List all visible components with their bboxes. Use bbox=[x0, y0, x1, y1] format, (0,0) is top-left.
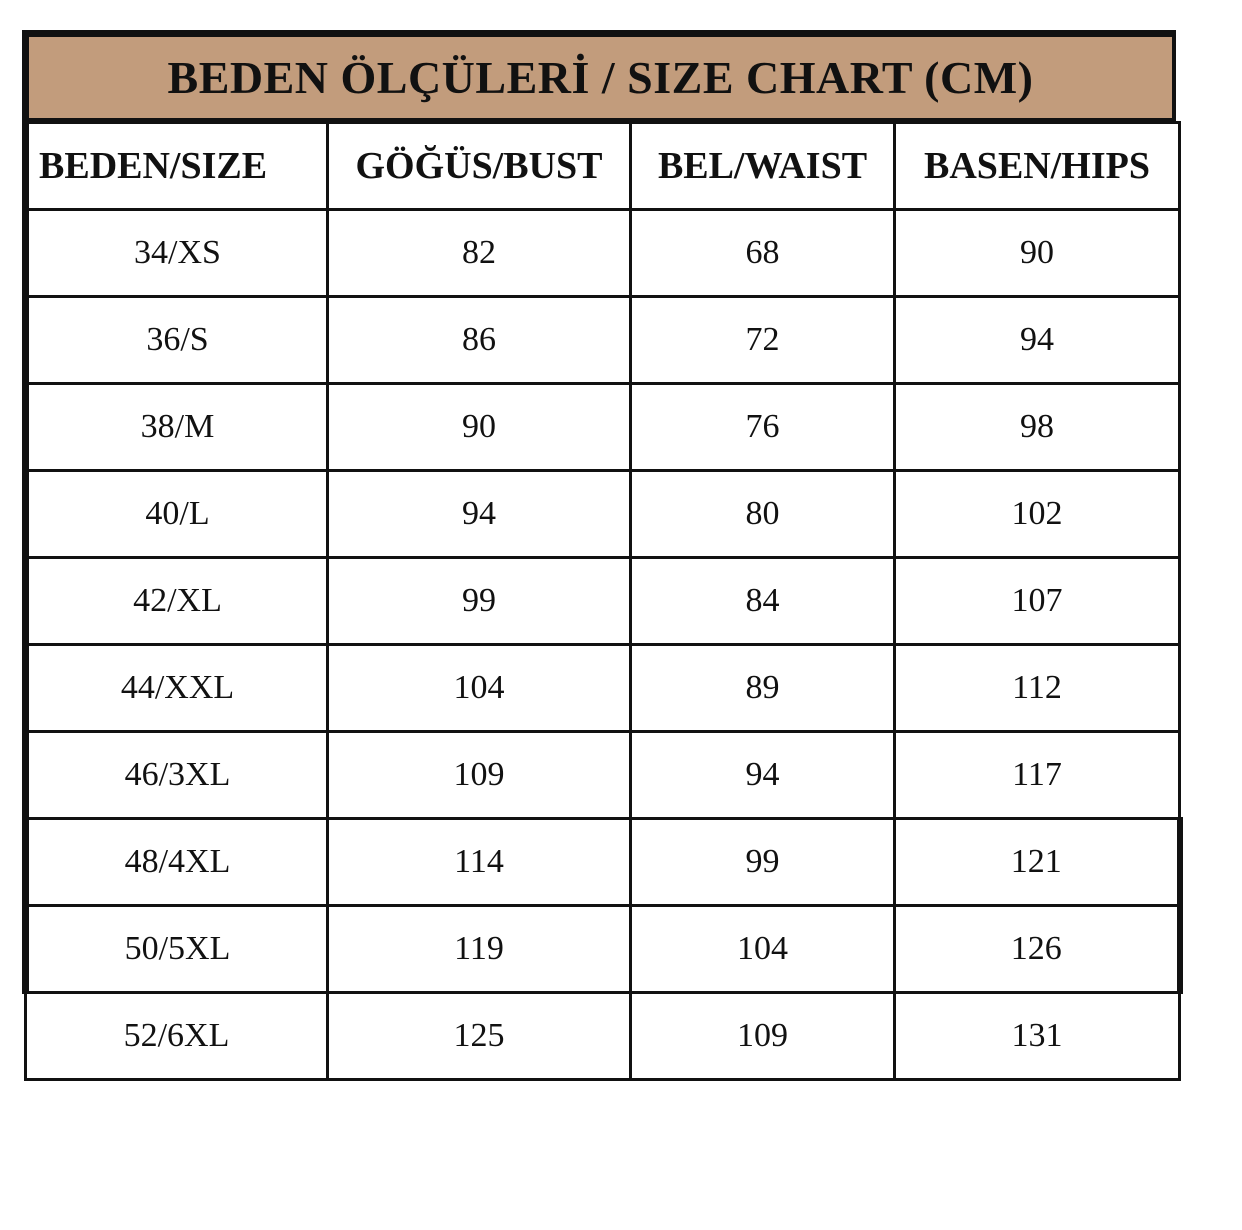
hips-cell: 121 bbox=[895, 819, 1180, 906]
bust-cell: 94 bbox=[328, 471, 631, 558]
column-header-size: BEDEN/SIZE bbox=[26, 123, 328, 210]
hips-cell: 90 bbox=[895, 210, 1180, 297]
table-row bbox=[26, 384, 1180, 471]
bust-cell: 125 bbox=[328, 993, 631, 1080]
size-cell: 48/4XL bbox=[26, 819, 328, 906]
size-cell: 46/3XL bbox=[26, 732, 328, 819]
hips-cell: 131 bbox=[895, 993, 1180, 1080]
waist-cell: 68 bbox=[631, 210, 895, 297]
bust-cell: 90 bbox=[328, 384, 631, 471]
bust-cell: 99 bbox=[328, 558, 631, 645]
hips-cell: 102 bbox=[895, 471, 1180, 558]
table-row bbox=[26, 906, 1180, 993]
table-row bbox=[26, 471, 1180, 558]
hips-cell: 126 bbox=[895, 906, 1180, 993]
waist-cell: 109 bbox=[631, 993, 895, 1080]
size-cell: 38/M bbox=[26, 384, 328, 471]
bust-cell: 82 bbox=[328, 210, 631, 297]
size-cell: 34/XS bbox=[26, 210, 328, 297]
bust-cell: 109 bbox=[328, 732, 631, 819]
hips-cell: 112 bbox=[895, 645, 1180, 732]
table-row bbox=[26, 210, 1180, 297]
table-row bbox=[26, 645, 1180, 732]
table-row bbox=[26, 297, 1180, 384]
waist-cell: 99 bbox=[631, 819, 895, 906]
waist-cell: 89 bbox=[631, 645, 895, 732]
chart-title: BEDEN ÖLÇÜLERİ / SIZE CHART (CM) bbox=[22, 30, 1176, 121]
size-cell: 36/S bbox=[26, 297, 328, 384]
table-row bbox=[26, 993, 1180, 1080]
waist-cell: 76 bbox=[631, 384, 895, 471]
table-row bbox=[26, 819, 1180, 906]
table-row bbox=[26, 732, 1180, 819]
bust-cell: 86 bbox=[328, 297, 631, 384]
waist-cell: 104 bbox=[631, 906, 895, 993]
table-row bbox=[26, 558, 1180, 645]
waist-cell: 80 bbox=[631, 471, 895, 558]
table-header-row bbox=[26, 123, 1180, 210]
hips-cell: 98 bbox=[895, 384, 1180, 471]
bust-cell: 104 bbox=[328, 645, 631, 732]
hips-cell: 117 bbox=[895, 732, 1180, 819]
waist-cell: 84 bbox=[631, 558, 895, 645]
bust-cell: 119 bbox=[328, 906, 631, 993]
hips-cell: 94 bbox=[895, 297, 1180, 384]
waist-cell: 94 bbox=[631, 732, 895, 819]
bust-cell: 114 bbox=[328, 819, 631, 906]
waist-cell: 72 bbox=[631, 297, 895, 384]
size-cell: 50/5XL bbox=[26, 906, 328, 993]
size-cell: 52/6XL bbox=[26, 993, 328, 1080]
column-header-hips: BASEN/HIPS bbox=[895, 123, 1180, 210]
size-cell: 40/L bbox=[26, 471, 328, 558]
column-header-waist: BEL/WAIST bbox=[631, 123, 895, 210]
size-cell: 42/XL bbox=[26, 558, 328, 645]
size-cell: 44/XXL bbox=[26, 645, 328, 732]
size-chart bbox=[22, 30, 1176, 1081]
size-table bbox=[22, 121, 1183, 1081]
hips-cell: 107 bbox=[895, 558, 1180, 645]
column-header-bust: GÖĞÜS/BUST bbox=[328, 123, 631, 210]
